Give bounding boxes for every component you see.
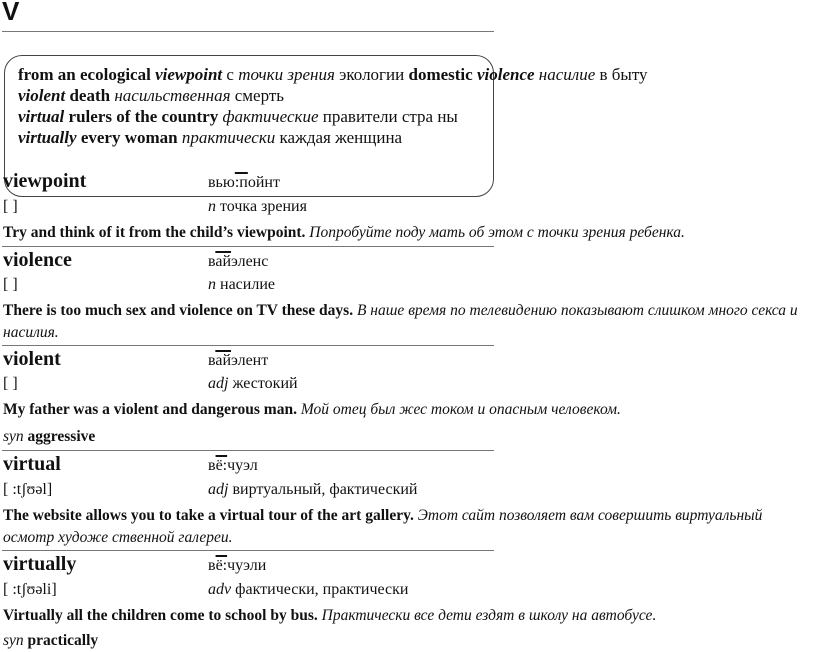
entry-word: violence [3, 249, 72, 271]
entry-divider [2, 246, 494, 247]
entry-translation: adv фактически, практически [208, 581, 409, 598]
entry-transcription: [ ] [3, 375, 18, 392]
entry-example: There is too much sex and violence on TV these days. В наше время по телевидению показывают слишком много секса и насилия. [3, 302, 798, 341]
collocation-segment: каждая женщина [275, 128, 403, 147]
entry-pronunciation: вайэленс [208, 253, 269, 270]
collocation-segment: from an ecological [18, 65, 156, 84]
entry-word: virtual [3, 453, 61, 475]
stress-mark: ё: [215, 557, 228, 574]
entry-word: violent [3, 348, 61, 370]
entry-translation: n точка зрения [208, 198, 307, 215]
entry-translation: adj жестокий [208, 375, 298, 392]
collocation-segment: правители стра ны [318, 107, 458, 126]
collocation-segment: violence [476, 65, 535, 84]
collocation-line [18, 65, 648, 85]
collocation-segment: virtually [18, 128, 77, 147]
collocation-segment: с [222, 65, 239, 84]
collocation-segment: точки зрения [238, 65, 335, 84]
collocation-line [18, 128, 402, 148]
entry-synonym: syn practically [3, 632, 99, 649]
collocation-line [18, 107, 458, 127]
entry-pronunciation: вё:чуэли [208, 557, 267, 574]
entry-transcription: [ :tʃʊəl] [3, 481, 53, 498]
entry-example: My father was a violent and dangerous man. Мой отец был жес током и опасным человеком. [3, 401, 621, 418]
collocation-segment: насильственная [114, 86, 231, 105]
entry-synonym: syn aggressive [3, 428, 96, 445]
collocation-segment: практически [181, 128, 276, 147]
entry-divider [2, 550, 494, 551]
entry-divider [2, 345, 494, 346]
stress-mark: ай [215, 352, 232, 369]
collocation-segment: violent [18, 86, 66, 105]
collocation-segment: насилие [538, 65, 596, 84]
entry-word: virtually [3, 553, 77, 575]
entry-transcription: [ :tʃʊəli] [3, 581, 57, 598]
entry-example: Try and think of it from the child’s viewpoint. Попробуйте поду мать об этом с точки зрения ребенка. [3, 224, 685, 241]
collocation-segment: смерть [230, 86, 285, 105]
entry-divider [2, 450, 494, 451]
entry-example: Virtually all the children come to school by bus. Практически все дети ездят в школу на автобусе. [3, 607, 657, 624]
collocation-segment: virtual [18, 107, 65, 126]
entry-pronunciation: вайэлент [208, 352, 269, 369]
entry-translation: n насилие [208, 276, 275, 293]
collocation-segment: rulers of the country [64, 107, 223, 126]
header-rule [2, 31, 494, 32]
stress-mark: ай [215, 253, 232, 270]
stress-mark: :п [234, 174, 248, 191]
collocation-segment: viewpoint [155, 65, 223, 84]
entry-example: The website allows you to take a virtual tour of the art gallery. Этот сайт позволяет вам совершить виртуальный осмотр художе ственной галереи. [3, 507, 763, 546]
entry-pronunciation: вё:чуэл [208, 457, 258, 474]
collocation-line [18, 86, 284, 106]
section-letter: V [2, 0, 20, 26]
stress-mark: ё: [215, 457, 228, 474]
collocation-segment: в быту [595, 65, 648, 84]
entry-transcription: [ ] [3, 276, 18, 293]
entry-word: viewpoint [3, 170, 87, 192]
entry-translation: adj виртуальный, фактический [208, 481, 418, 498]
collocation-segment: экологии [334, 65, 409, 84]
collocation-segment: domestic [408, 65, 477, 84]
collocation-segment: every woman [76, 128, 182, 147]
entry-transcription: [ ] [3, 198, 18, 215]
collocation-segment: фактические [222, 107, 319, 126]
collocation-segment: death [65, 86, 115, 105]
entry-pronunciation: вью:пойнт [208, 174, 280, 191]
